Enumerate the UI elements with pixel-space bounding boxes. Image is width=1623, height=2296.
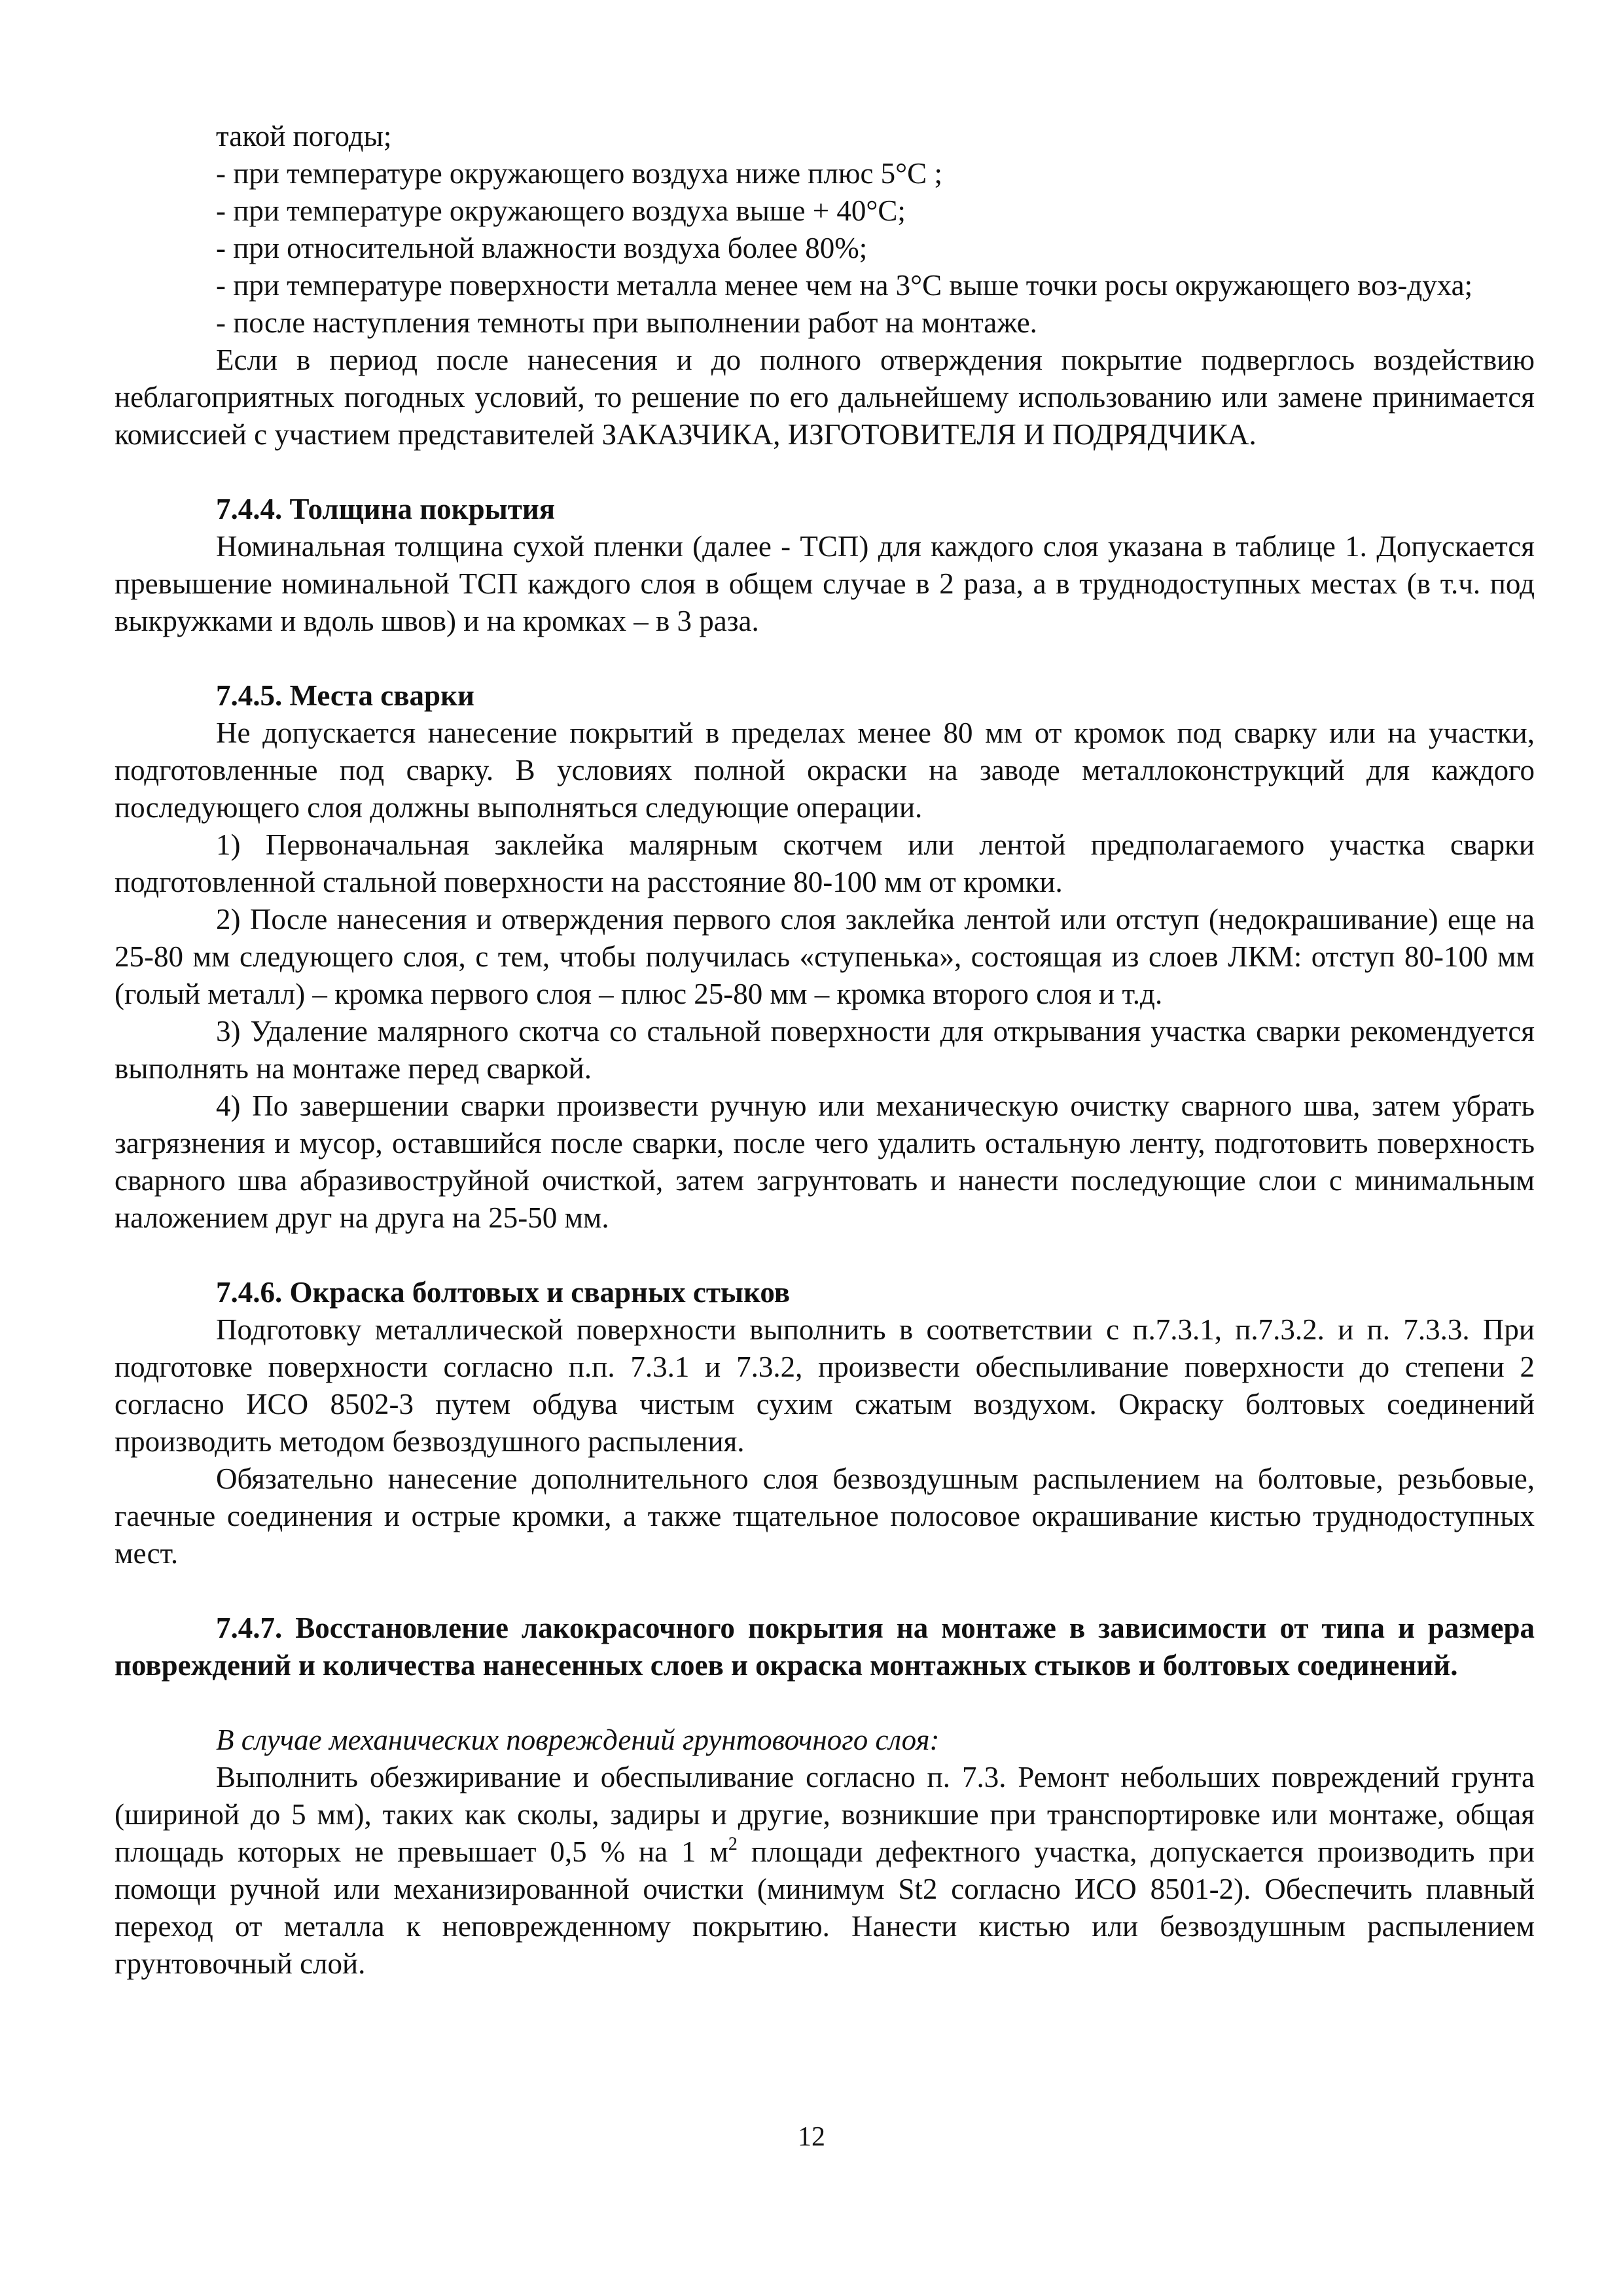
paragraph: Обязательно нанесение дополнительного слоя безвоздушным распылением на болтовые, резьбовые, гаечные соединения и острые кромки, а также тщательное полосовое окрашивание кистью труднодоступных мест. (115, 1462, 1535, 1570)
section-heading-7-4-5: 7.4.5. Места сварки (216, 679, 474, 712)
paragraph: 3) Удаление малярного скотча со стальной поверхности для открывания участка сварки рекомендуется выполнять на монтаже перед сваркой. (115, 1015, 1535, 1085)
list-item: - при относительной влажности воздуха более 80%; (216, 232, 868, 264)
paragraph-text: Выполнить обезжиривание и обеспыливание согласно п. 7.3. Ремонт небольших повреждений грунта (шириной до 5 мм), таких как сколы, задиры и другие, возникшие при транспортировке или монтаже, общая площадь которых не превышает 0,5 % на 1 м (115, 1761, 1535, 1868)
paragraph: Подготовку металлической поверхности выполнить в соответствии с п.7.3.1, п.7.3.2. и п. 7.3.3. При подготовке поверхности согласно п.п. 7.3.1 и 7.3.2, произвести обеспыливание поверхности до степени 2 согласно ИСО 8502-3 путем обдува чистым сухим сжатым воздухом. Окраску болтовых соединений производить методом безвоздушного распыления. (115, 1313, 1535, 1458)
paragraph: Номинальная толщина сухой пленки (далее - ТСП) для каждого слоя указана в таблице 1. Допускается превышение номинальной ТСП каждого слоя в общем случае в 2 раза, а в труднодоступных местах (в т.ч. под выкружками и вдоль швов) и на кромках – в 3 раза. (115, 530, 1535, 637)
paragraph: 2) После нанесения и отверждения первого слоя заклейка лентой или отступ (недокрашивание) еще на 25-80 мм следующего слоя, с тем, чтобы получилась «ступенька», состоящая из слоев ЛКМ: отступ 80-100 мм (голый металл) – кромка первого слоя – плюс 25-80 мм – кромка второго слоя и т.д. (115, 903, 1535, 1010)
paragraph: Если в период после нанесения и до полного отверждения покрытие подверглось воздействию неблагоприятных погодных условий, то решение по его дальнейшему использованию или замене принимается комиссией с участием представителей ЗАКАЗЧИКА, ИЗГОТОВИТЕЛЯ И ПОДРЯДЧИКА. (115, 344, 1535, 451)
paragraph: 1) Первоначальная заклейка малярным скотчем или лентой предполагаемого участка сварки подготовленной стальной поверхности на расстояние 80-100 мм от кромки. (115, 828, 1535, 898)
subsection-heading: В случае механических повреждений грунтовочного слоя: (216, 1723, 940, 1756)
page-number: 12 (798, 2122, 825, 2152)
superscript: 2 (728, 1834, 738, 1854)
section-heading-7-4-4: 7.4.4. Толщина покрытия (216, 493, 556, 525)
list-item: - при температуре окружающего воздуха выше + 40°С; (216, 194, 906, 227)
paragraph: 4) По завершении сварки произвести ручную или механическую очистку сварного шва, затем убрать загрязнения и мусор, оставшийся после сварки, после чего удалить остальную ленту, подготовить поверхность сварного шва абразивоструйной очисткой, затем загрунтовать и нанести последующие слои с минимальным наложением друг на друга на 25-50 мм. (115, 1089, 1535, 1234)
list-item: - после наступления темноты при выполнении работ на монтаже. (216, 306, 1037, 339)
section-heading-7-4-6: 7.4.6. Окраска болтовых и сварных стыков (216, 1276, 791, 1309)
list-item: - при температуре поверхности металла менее чем на 3°С выше точки росы окружающего воз-духа; (216, 269, 1473, 302)
paragraph-text: площади дефектного участка, допускается производить при помощи ручной или механизированной очистки (минимум St2 согласно ИСО 8501-2). Обеспечить плавный переход от металла к неповрежденному покрытию. Нанести кистью или безвоздушным распылением грунтовочный слой. (115, 1835, 1535, 1980)
section-heading-7-4-7: 7.4.7. Восстановление лакокрасочного покрытия на монтаже в зависимости от типа и размера повреждений и количества нанесенных слоев и окраска монтажных стыков и болтовых соединений. (115, 1612, 1535, 1682)
paragraph (115, 1759, 1535, 1983)
list-item: - при температуре окружающего воздуха ниже плюс 5°С ; (216, 157, 942, 190)
intro-continuation: такой погоды; (216, 120, 392, 152)
paragraph: Не допускается нанесение покрытий в пределах менее 80 мм от кромок под сварку или на участки, подготовленные под сварку. В условиях полной окраски на заводе металлоконструкций для каждого последующего слоя должны выполняться следующие операции. (115, 716, 1535, 824)
document-page (115, 118, 1535, 1983)
